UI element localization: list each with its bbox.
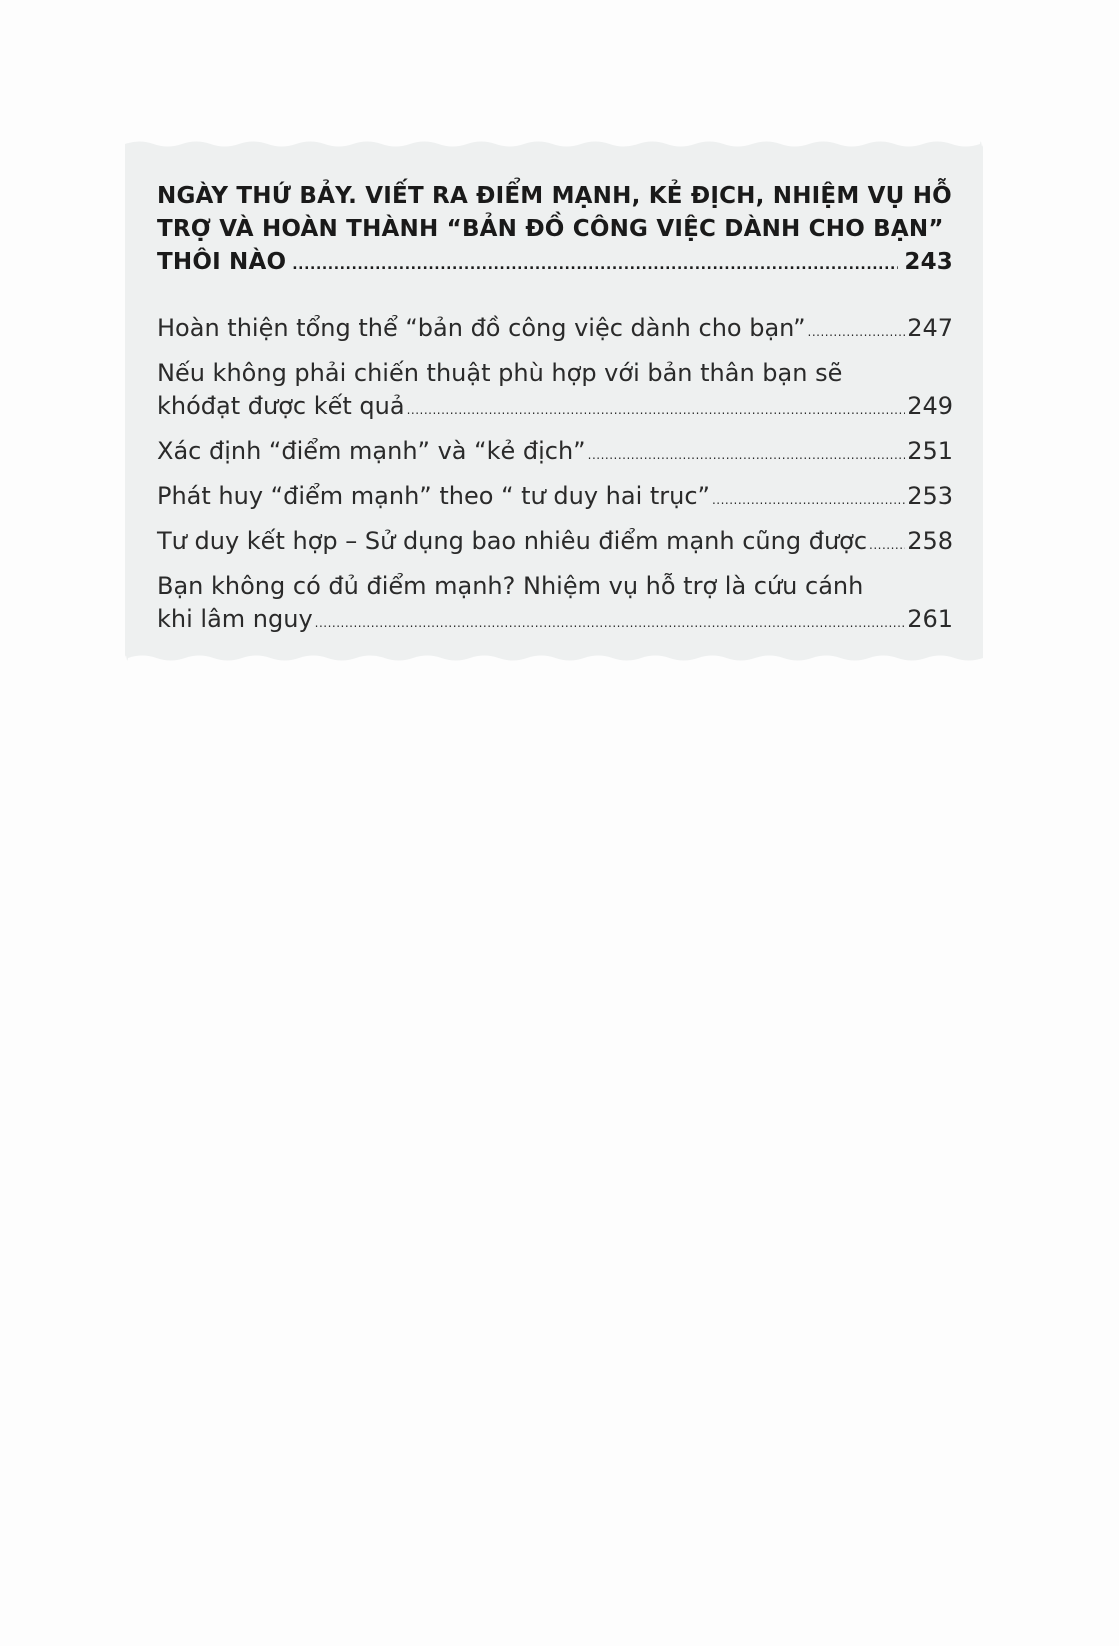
entry-page-number: 253 [907,482,953,510]
toc-entry[interactable] [157,435,953,472]
entry-title: khóđạt được kết quả [157,392,405,420]
entry-title: Tư duy kết hợp – Sử dụng bao nhiêu điểm mạnh cũng được [157,527,868,555]
entry-line [157,525,953,562]
dot-leader [315,607,906,640]
entry-line [157,435,953,472]
chapter-page-number: 243 [904,249,953,275]
entry-title-first-line: Nếu không phải chiến thuật phù hợp với bản thân bạn sẽ [157,359,843,387]
entry-title-first-line: Bạn không có đủ điểm mạnh? Nhiệm vụ hỗ trợ là cứu cánh [157,572,864,600]
dot-leader [588,439,906,472]
toc-entry[interactable] [157,570,953,640]
section-list [157,312,953,640]
entry-line [157,312,953,349]
dot-leader [808,316,906,349]
chapter-title-line-2: TRỢ VÀ HOÀN THÀNH “BẢN ĐỒ CÔNG VIỆC DÀNH CHO BẠN” [157,216,944,242]
toc-entry[interactable] [157,357,953,427]
chapter-title-end: THÔI NÀO [157,249,287,275]
dot-leader [292,249,898,282]
entry-line [157,480,953,517]
entry-page-number: 247 [907,314,953,342]
toc-entry[interactable] [157,312,953,349]
entry-page-number: 249 [907,392,953,420]
toc-content [157,180,953,648]
chapter-heading[interactable] [157,180,953,282]
dot-leader [869,529,905,562]
toc-entry[interactable] [157,525,953,562]
toc-box [125,136,983,666]
entry-title: Xác định “điểm mạnh” và “kẻ địch” [157,437,586,465]
toc-entry[interactable] [157,480,953,517]
chapter-title-line-3 [157,246,953,282]
chapter-title-line-1: NGÀY THỨ BẢY. VIẾT RA ĐIỂM MẠNH, KẺ ĐỊCH, NHIỆM VỤ HỖ [157,183,952,209]
entry-title: khi lâm nguy [157,605,313,633]
dot-leader [712,484,905,517]
entry-page-number: 261 [907,605,953,633]
entry-line [157,390,953,427]
entry-page-number: 251 [907,437,953,465]
entry-title: Hoàn thiện tổng thể “bản đồ công việc dành cho bạn” [157,314,806,342]
dot-leader [407,394,906,427]
entry-line [157,603,953,640]
entry-page-number: 258 [907,527,953,555]
entry-title: Phát huy “điểm mạnh” theo “ tư duy hai trục” [157,482,710,510]
